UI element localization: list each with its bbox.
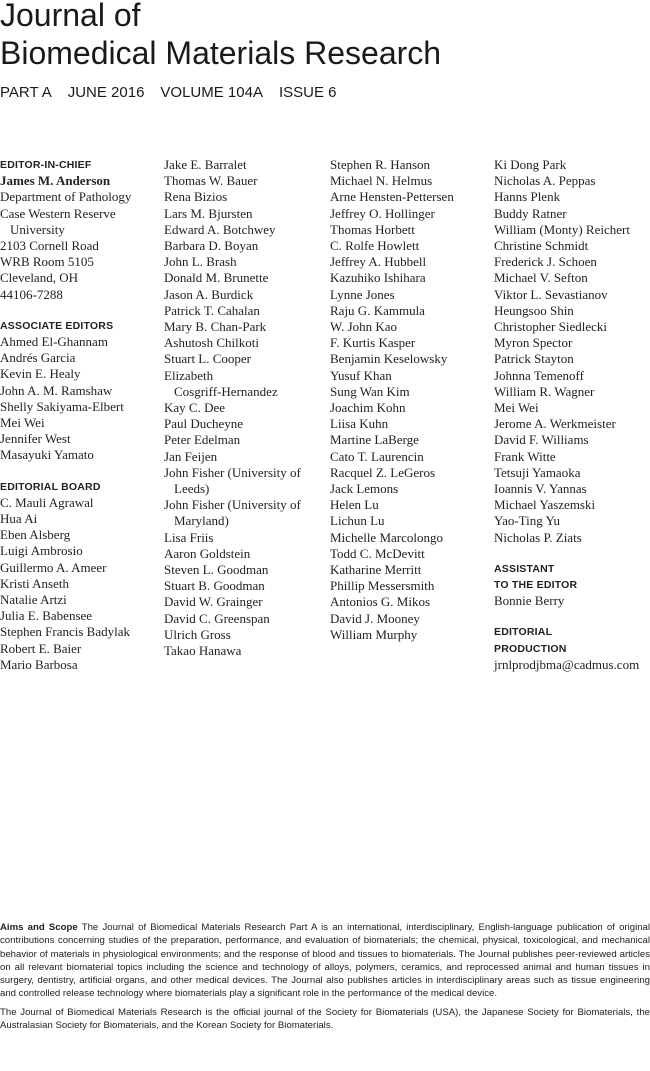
board-member: Antonios G. Mikos	[330, 594, 431, 610]
board-member: Peter Edelman	[164, 432, 241, 448]
board-member: Paul Ducheyne	[164, 416, 244, 432]
issue-line	[0, 84, 353, 101]
board-member: Jan Feijen	[164, 448, 218, 464]
board-member: Ki Dong Park	[494, 157, 567, 172]
board-member: Leeds)	[174, 481, 210, 497]
address-line: Cleveland, OH	[0, 270, 78, 286]
board-member: Liisa Kuhn	[330, 416, 389, 432]
editor-in-chief-heading: EDITOR-IN-CHIEF	[0, 159, 92, 171]
board-member: Hua Ai	[0, 511, 38, 527]
board-member: Donald M. Brunette	[164, 270, 269, 286]
board-member: David J. Mooney	[330, 610, 420, 626]
board-member: Nicholas A. Peppas	[494, 173, 596, 189]
board-member: W. John Kao	[330, 319, 398, 335]
journal-title-line1: Journal of	[0, 0, 141, 33]
board-member: Ashutosh Chilkoti	[164, 335, 259, 351]
board-member: Jake E. Barralet	[164, 157, 247, 172]
issue-part: PART A	[0, 84, 52, 101]
board-member: Barbara D. Boyan	[164, 238, 259, 254]
board-member: Stephen R. Hanson	[330, 157, 431, 172]
board-member: Elizabeth	[164, 367, 214, 383]
board-member: Stephen Francis Badylak	[0, 624, 130, 640]
board-member: Buddy Ratner	[494, 205, 567, 221]
aims-and-scope	[0, 921, 650, 1037]
board-member: Lisa Friis	[164, 529, 214, 545]
board-member: John Fisher (University of	[164, 464, 301, 480]
aims-text: The Journal of Biomedical Materials Research Part A is an international, interdisciplinary, English-language publication of original contributions concerning studies of the preparation, performance, and evaluation of biomaterials; the chemical, physical, toxicological, and mechanical behavior of materials in physiological environments; and the response of blood and tissues to biomaterials. The Journal publishes peer-reviewed articles on all relevant biomaterial topics including the science and technology of alloys, polymers, ceramics, and reprocessed animal and human tissues in surgery, dentistry, artificial organs, and other medical devices. The Journal also publishes articles in interdisciplinary areas such as tissue engineering and controlled release technology where biomaterials play a significant role in the performance of the medical device.	[0, 922, 650, 1000]
board-member: John L. Brash	[164, 254, 237, 270]
masthead-column-2	[164, 157, 301, 659]
address-line: Department of Pathology	[0, 189, 132, 205]
associate-editor: Jennifer West	[0, 431, 71, 447]
board-member: Christine Schmidt	[494, 238, 589, 254]
address-line: 2103 Cornell Road	[0, 238, 99, 254]
associate-editor: Shelly Sakiyama-Elbert	[0, 398, 124, 414]
board-member: Tetsuji Yamaoka	[494, 464, 581, 480]
issue-date: JUNE 2016	[67, 84, 145, 101]
official-journal-paragraph: The Journal of Biomedical Materials Research is the official journal of the Society for Biomaterials (USA), the Japanese Society for Biomaterials, the Australasian Society for Biomaterials, and the Korean Society for Biomaterials.	[0, 1006, 650, 1032]
board-member: Edward A. Botchwey	[164, 221, 276, 237]
board-member: Nicholas P. Ziats	[494, 529, 582, 545]
board-member: Patrick T. Cahalan	[164, 302, 260, 318]
editorial-board-heading: EDITORIAL BOARD	[0, 480, 101, 493]
board-member: Stuart B. Goodman	[164, 578, 265, 594]
address-line: Case Western Reserve	[0, 205, 116, 221]
aims-label: Aims and Scope	[0, 922, 78, 933]
board-member: Lynne Jones	[330, 286, 395, 302]
board-member: Mary B. Chan-Park	[164, 319, 267, 335]
associate-editor: John A. M. Ramshaw	[0, 382, 113, 398]
board-member: Jason A. Burdick	[164, 286, 254, 302]
board-member: Jerome A. Werkmeister	[494, 416, 616, 432]
board-member: Jeffrey O. Hollinger	[330, 205, 435, 221]
board-member: Takao Hanawa	[164, 643, 242, 659]
board-member: Lars M. Bjursten	[164, 205, 253, 221]
board-member: Myron Spector	[494, 335, 573, 351]
masthead-column-3	[330, 157, 454, 643]
assistant-name: Bonnie Berry	[494, 593, 565, 609]
board-member: C. Rolfe Howlett	[330, 238, 420, 254]
board-member: Maryland)	[174, 513, 229, 529]
board-member: Michael N. Helmus	[330, 173, 433, 189]
editor-in-chief-name: James M. Anderson	[0, 173, 111, 189]
board-member: Mei Wei	[494, 400, 539, 416]
board-member: Luigi Ambrosio	[0, 543, 83, 559]
board-member: William R. Wagner	[494, 383, 595, 399]
board-member: Frank Witte	[494, 448, 556, 464]
board-member: Ulrich Gross	[164, 626, 231, 642]
masthead-column-4	[494, 157, 639, 673]
board-member: Julia E. Babensee	[0, 608, 93, 624]
board-member: Michael Yaszemski	[494, 497, 596, 513]
board-member: F. Kurtis Kasper	[330, 335, 416, 351]
board-member: Christopher Siedlecki	[494, 319, 608, 335]
board-member: Raju G. Kammula	[330, 302, 425, 318]
associate-editor: Masayuki Yamato	[0, 447, 94, 463]
board-member: Thomas W. Bauer	[164, 173, 258, 189]
associate-editors-heading: ASSOCIATE EDITORS	[0, 319, 114, 332]
board-member: Johnna Temenoff	[494, 367, 584, 383]
board-member: Aaron Goldstein	[164, 545, 251, 561]
associate-editor: Mei Wei	[0, 415, 45, 431]
board-member: Rena Bizios	[164, 189, 228, 205]
board-member: Todd C. McDevitt	[330, 545, 425, 561]
board-member: Thomas Horbett	[330, 221, 415, 237]
board-member: Michelle Marcolongo	[330, 529, 443, 545]
board-member: David F. Williams	[494, 432, 589, 448]
associate-editor: Kevin E. Healy	[0, 366, 81, 382]
board-member: Viktor L. Sevastianov	[494, 286, 608, 302]
board-member: Katharine Merritt	[330, 562, 422, 578]
address-line: WRB Room 5105	[0, 254, 94, 270]
board-member: C. Mauli Agrawal	[0, 494, 94, 510]
board-member: Steven L. Goodman	[164, 562, 269, 578]
board-member: Yusuf Khan	[330, 367, 392, 383]
board-member: Heungsoo Shin	[494, 302, 574, 318]
board-member: Kristi Anseth	[0, 575, 69, 591]
board-member: Hanns Plenk	[494, 189, 561, 205]
board-member: Yao-Ting Yu	[494, 513, 560, 529]
board-member: William (Monty) Reichert	[494, 221, 630, 237]
board-member: Racquel Z. LeGeros	[330, 464, 436, 480]
board-member: Helen Lu	[330, 497, 379, 513]
board-member: Guillermo A. Ameer	[0, 559, 107, 575]
board-member: Cosgriff-Hernandez	[174, 383, 278, 399]
board-member: Jeffrey A. Hubbell	[330, 254, 427, 270]
associate-editor: Andrés Garcia	[0, 350, 76, 366]
board-member: Lichun Lu	[330, 513, 385, 529]
board-member: Stuart L. Cooper	[164, 351, 252, 367]
board-member: Martine LaBerge	[330, 432, 419, 448]
board-member: Kay C. Dee	[164, 400, 226, 416]
associate-editor: Ahmed El-Ghannam	[0, 334, 108, 350]
production-email[interactable]: jrnlprodjbma@cadmus.com	[494, 656, 640, 672]
board-member: Michael V. Sefton	[494, 270, 588, 286]
board-member: Cato T. Laurencin	[330, 448, 424, 464]
board-member: Natalie Artzi	[0, 592, 67, 608]
board-member: Mario Barbosa	[0, 656, 78, 672]
address-line: University	[10, 221, 65, 237]
board-member: Frederick J. Schoen	[494, 254, 597, 270]
board-member: Joachim Kohn	[330, 400, 406, 416]
board-member: Kazuhiko Ishihara	[330, 270, 426, 286]
assistant-heading-line1: ASSISTANT	[494, 562, 555, 575]
production-heading-line1: EDITORIAL	[494, 626, 553, 639]
address-line: 44106-7288	[0, 286, 63, 302]
board-member: David C. Greenspan	[164, 610, 270, 626]
journal-title-line2: Biomedical Materials Research	[0, 35, 442, 71]
board-member: Eben Alsberg	[0, 527, 71, 543]
board-member: Benjamin Keselowsky	[330, 351, 448, 367]
assistant-heading-line2: TO THE EDITOR	[494, 579, 578, 592]
board-member: Arne Hensten-Pettersen	[330, 189, 454, 205]
aims-paragraph	[0, 921, 650, 1001]
board-member: Ioannis V. Yannas	[494, 481, 587, 497]
production-heading-line2: PRODUCTION	[494, 642, 567, 655]
board-member: William Murphy	[330, 626, 418, 642]
board-member: David W. Grainger	[164, 594, 263, 610]
board-member: John Fisher (University of	[164, 497, 301, 513]
board-member: Phillip Messersmith	[330, 578, 435, 594]
board-member: Patrick Stayton	[494, 351, 574, 367]
issue-number: ISSUE 6	[278, 84, 337, 101]
board-member: Jack Lemons	[330, 481, 399, 497]
masthead-column-1	[0, 157, 131, 673]
board-member: Robert E. Baier	[0, 640, 82, 656]
board-member: Sung Wan Kim	[330, 383, 410, 399]
issue-volume: VOLUME 104A	[160, 84, 263, 101]
